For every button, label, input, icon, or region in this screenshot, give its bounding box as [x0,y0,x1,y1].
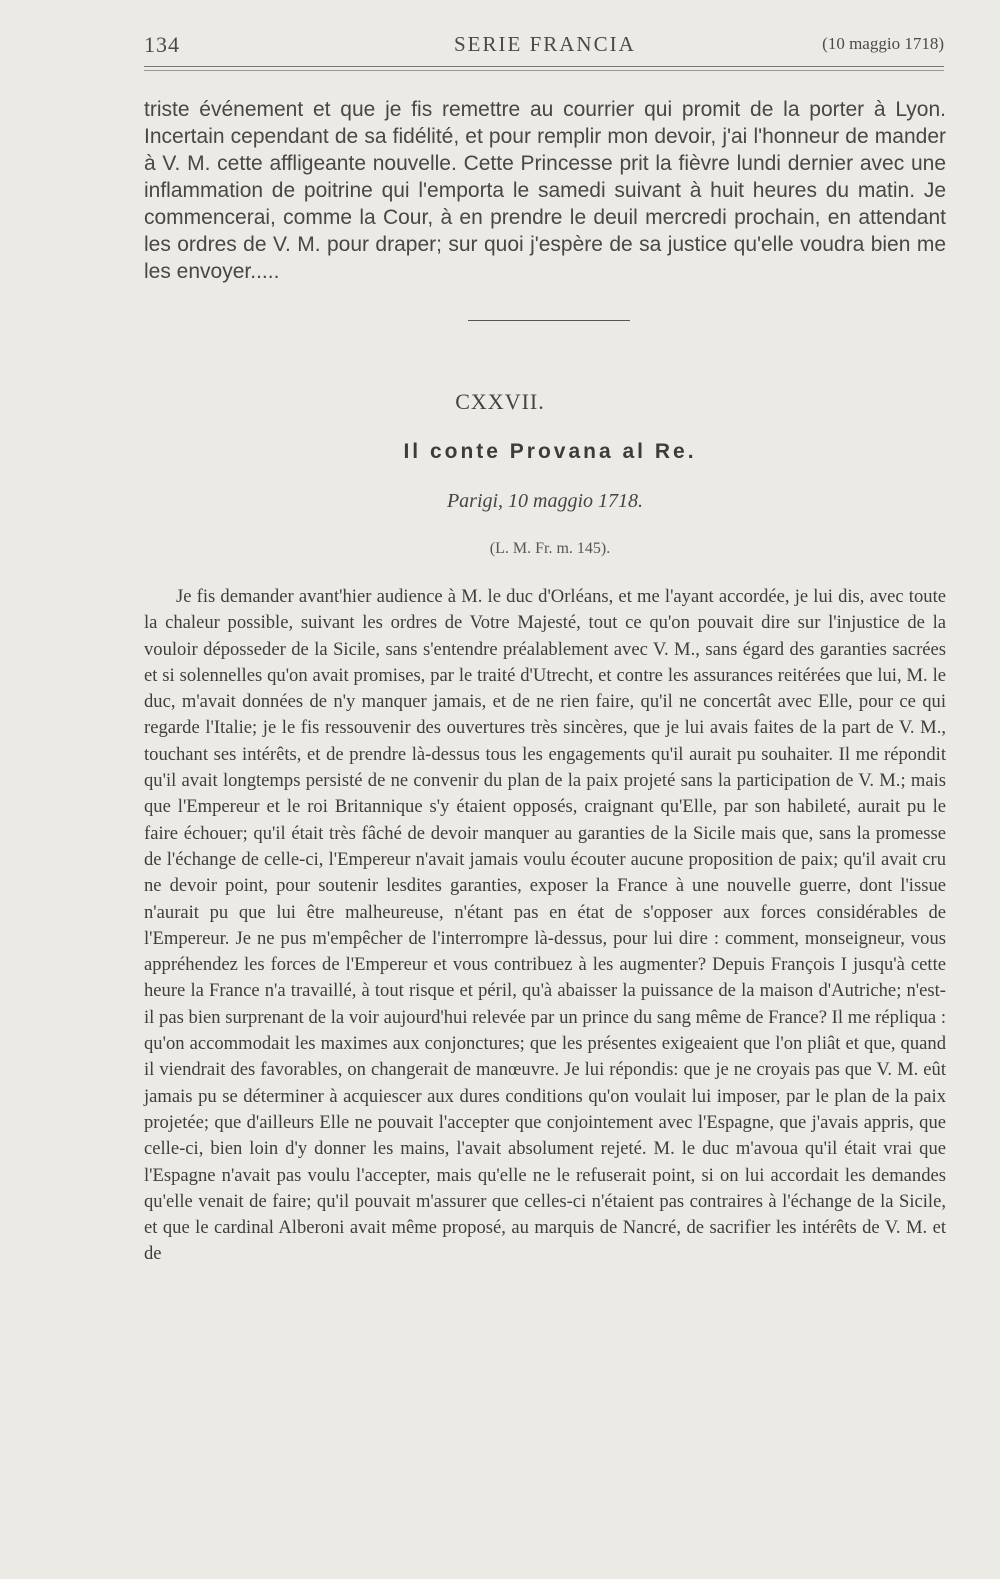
header-rule [144,66,944,67]
header-date: (10 maggio 1718) [822,34,944,53]
section-separator [468,320,630,321]
document-title: Il conte Provana al Re. [403,440,697,463]
page-number: 134 [144,32,180,57]
continuation-paragraph: triste événement et que je fis remettre au courrier qui promit de la porter à Lyon. Incertain cependant de sa fidélité, et pour remplir mon devoir, j'ai l'honneur de mander à V. M. cette affligeante nouvelle. Cette Princesse prit la fièvre lundi dernier avec une inflammation de poitrine qui l'emporta le samedi suivant à huit heures du matin. Je commencerai, comme la Cour, à en prendre le deuil mercredi prochain, en attendant les ordres de V. M. pour draper; sur quoi j'espère de sa justice qu'elle voudra bien me les envoyer..... [144,98,946,283]
document-number: CXXVII. [455,389,545,414]
series-title: SERIE FRANCIA [454,32,636,56]
document-source: (L. M. Fr. m. 145). [489,540,611,557]
running-header [144,32,944,62]
document-place-date: Parigi, 10 maggio 1718. [446,490,644,512]
letter-body: Je fis demander avant'hier audience à M. le duc d'Orléans, et me l'ayant accordée, je lui dis, avec toute la chaleur possible, suivant les ordres de Votre Majesté, tout ce qu'on pouvait dire sur l'injustice de la vouloir déposseder de la Sicile, sans s'entendre préalablement avec V. M., sans égard des garanties sacrées et si solennelles qu'on avait promises, par le traité d'Utrecht, et contre les assurances reitérées que lui, M. le duc, m'avait données de n'y manquer jamais, et de ne rien faire, qu'il ne concertât avec Elle, pour ce qui regarde l'Italie; je le fis ressouvenir des ouvertures très sincères, que je lui avais faites de la part de V. M., touchant ses intérêts, et de prendre là-dessus tous les engagements qu'il aurait pu souhaiter. Il me répondit qu'il avait longtemps persisté de ne convenir du plan de la paix projeté sans la participation de V. M.; mais que l'Empereur et le roi Britannique s'y étaient opposés, craignant qu'Elle, par son habileté, aurait pu le faire échouer; qu'il était très fâché de devoir manquer au garanties de la Sicile mais que, sans la promesse de l'échange de celle-ci, l'Empereur n'avait jamais voulu écouter aucune proposition de paix; qu'il avait cru ne devoir point, pour soutenir lesdites garanties, exposer la France à une nouvelle guerre, dont l'issue n'aurait pu que lui être malheureuse, n'étant pas en état de s'opposer aux forces considérables de l'Empereur. Je ne pus m'empêcher de l'interrompre là-dessus, pour lui dire : comment, monseigneur, vous appréhendez les forces de l'Empereur et vous contribuez à les augmenter? Depuis François I jusqu'à cette heure la France n'a travaillé, à tout risque et péril, qu'à abaisser la puissance de la maison d'Autriche; n'est-il pas bien surprenant de la voir aujourd'hui relevée par un prince du sang même de France? Il me répliqua : qu'on accommodait les maximes aux conjonctures; que les présentes exigeaient que l'on pliât et que, quand il viendrait des favorables, on changerait de manœuvre. Je lui répondis: que je ne croyais pas que V. M. eût jamais pu se déterminer à acquiescer aux dures conditions qu'on voulait lui imposer, par le plan de la paix projetée; que d'ailleurs Elle ne pouvait l'accepter que conjointement avec l'Espagne, que j'avais appris, que celle-ci, bien loin d'y donner les mains, l'avait absolument rejeté. M. le duc m'avoua qu'il était vrai que l'Espagne n'avait pas voulu l'accepter, mais qu'elle ne le refuserait point, si on lui accordait les demandes qu'elle venait de faire; qu'il pouvait m'assurer que celles-ci n'étaient pas contraires à l'échange de la Sicile, et que le cardinal Alberoni avait même proposé, au marquis de Nancré, de sacrifier les intérêts de V. M. et de [144,586,946,1265]
header-rule-secondary [144,70,944,71]
